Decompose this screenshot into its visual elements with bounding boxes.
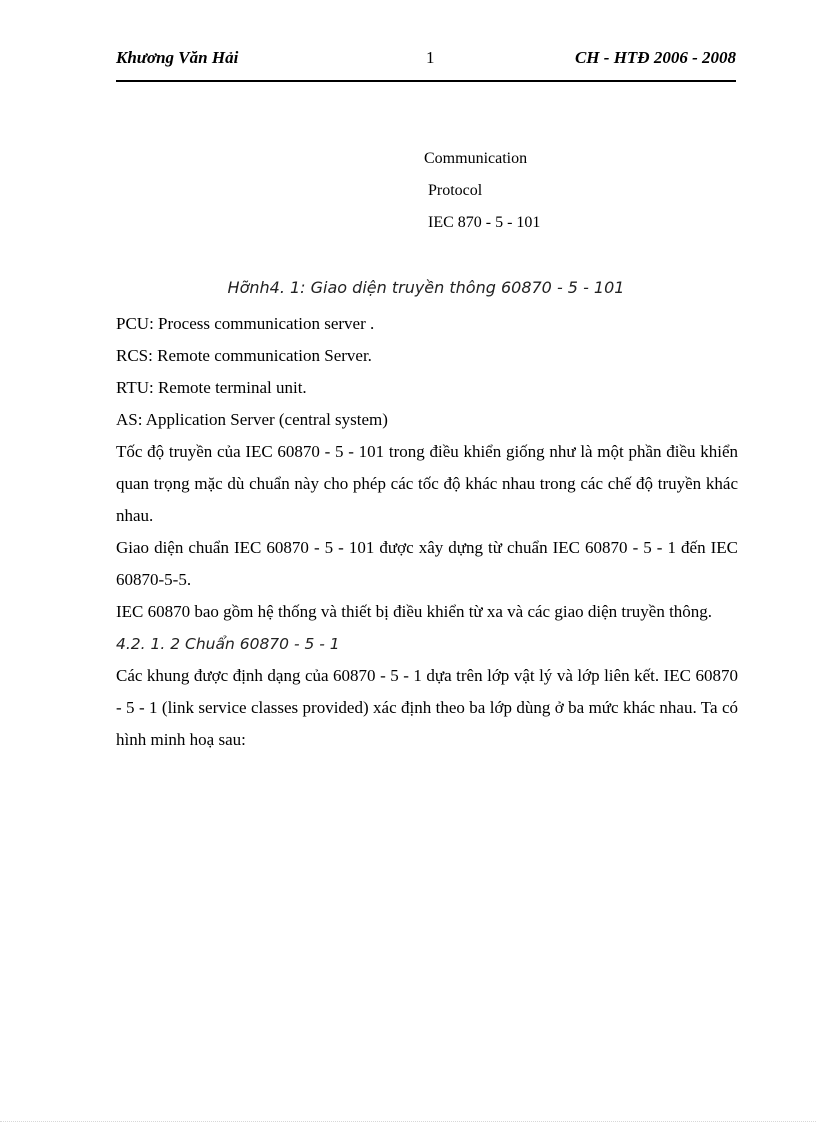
page-header — [116, 48, 736, 74]
header-rule — [116, 80, 736, 82]
page-bottom-divider — [0, 1121, 816, 1122]
definition-pcu: PCU: Process communication server . — [116, 314, 375, 333]
figure-label-iec: IEC 870 - 5 - 101 — [428, 214, 541, 231]
paragraph-interface-standard: Giao diện chuẩn IEC 60870 - 5 - 101 được xây dựng từ chuẩn IEC 60870 - 5 - 1 đến IEC 60870-5-5. — [116, 538, 738, 589]
header-author: Khương Văn Hải — [116, 48, 239, 67]
definition-rtu: RTU: Remote terminal unit. — [116, 378, 307, 397]
figure-caption: Hỡnh4. 1: Giao diện truyền thông 60870 - 5 - 101 — [227, 278, 625, 297]
header-course: CH - HTĐ 2006 - 2008 — [574, 48, 736, 67]
definition-as: AS: Application Server (central system) — [116, 410, 388, 429]
paragraph-iec-scope: IEC 60870 bao gồm hệ thống và thiết bị điều khiển từ xa và các giao diện truyền thông. — [116, 602, 713, 621]
definition-rcs: RCS: Remote communication Server. — [116, 346, 372, 365]
paragraph-transmission-speed: Tốc độ truyền của IEC 60870 - 5 - 101 trong điều khiển giống như là một phần điều khiển quan trọng mặc dù chuẩn này cho phép các tốc độ khác nhau trong các chế độ truyền khác nhau. — [116, 442, 738, 525]
header-page-number: 1 — [426, 48, 435, 67]
figure-label-communication: Communication — [424, 150, 528, 167]
section-subheading: 4.2. 1. 2 Chuẩn 60870 - 5 - 1 — [116, 635, 340, 653]
figure-label-protocol: Protocol — [428, 182, 483, 199]
paragraph-frame-format: Các khung được định dạng của 60870 - 5 - 1 dựa trên lớp vật lý và lớp liên kết. IEC 60870 - 5 - 1 (link service classes provided) xác định theo ba lớp dùng ở ba mức khác nhau. Ta có hình minh hoạ sau: — [116, 666, 738, 749]
body-text — [116, 308, 738, 756]
